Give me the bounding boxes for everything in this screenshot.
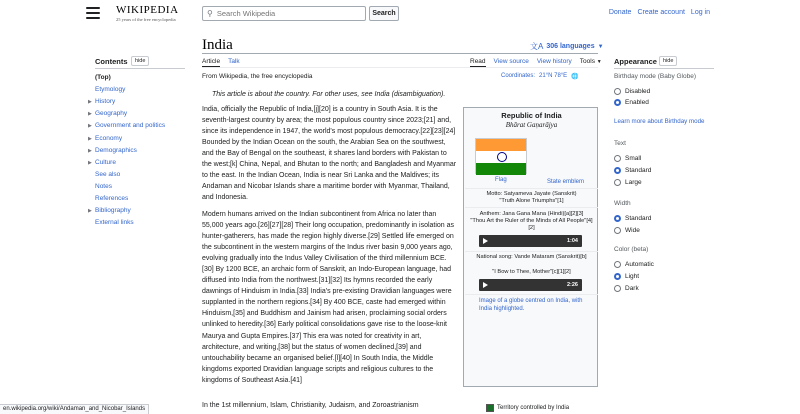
text-size-options (614, 155, 651, 191)
chevron-right-icon[interactable]: ▶ (88, 123, 92, 130)
toc-item[interactable] (88, 169, 188, 181)
tools-chevron-icon: ▼ (596, 59, 602, 65)
emblem-caption[interactable]: State emblem (547, 179, 585, 185)
radio-button-icon[interactable] (614, 88, 621, 95)
toc-item-label: Etymology (95, 86, 126, 94)
radio-button-icon[interactable] (614, 261, 621, 268)
color-mode-radio[interactable] (614, 273, 654, 280)
toc-item[interactable] (88, 84, 188, 96)
tools-label: Tools (579, 58, 595, 65)
toc-item[interactable] (88, 157, 188, 169)
text-size-radio[interactable] (614, 167, 651, 174)
tabs-divider (202, 67, 598, 68)
create-account-link[interactable]: Create account (637, 9, 685, 16)
toc-item[interactable] (88, 96, 188, 108)
toc-item-label: Government and politics (95, 122, 166, 130)
color-label: Color (beta) (614, 246, 649, 253)
radio-button-icon[interactable] (614, 155, 621, 162)
appearance-hide-button[interactable]: hide (659, 56, 677, 66)
song-duration: 2:26 (566, 282, 578, 288)
status-bar-url: en.wikipedia.org/wiki/Andaman_and_Nicobar_Islands (0, 404, 149, 414)
toc-item-label: Economy (95, 134, 123, 142)
birthday-mode-radio-label: Enabled (625, 99, 649, 106)
toc-list (88, 72, 188, 229)
tab-talk[interactable]: Talk (228, 58, 240, 65)
language-count: 306 languages (546, 43, 595, 50)
infobox-divider (465, 251, 598, 252)
text-size-radio-label: Large (625, 179, 642, 186)
radio-button-icon[interactable] (614, 99, 621, 106)
radio-button-icon[interactable] (614, 179, 621, 186)
view-tabs (470, 58, 602, 65)
song-translation: "I Bow to Thee, Mother"[c][1][2] (492, 269, 571, 275)
tab-read[interactable]: Read (470, 58, 486, 65)
anthem-translation: "Thou Art the Ruler of the Minds of All People"[4][2] (470, 218, 593, 232)
toc-item[interactable] (88, 205, 188, 217)
text-size-radio[interactable] (614, 179, 651, 186)
color-mode-radio[interactable] (614, 261, 654, 268)
intro-paragraph-3: In the 1st millennium, Islam, Christianity, Judaism, and Zoroastrianism (202, 402, 419, 409)
chevron-down-icon: ▼ (597, 43, 604, 50)
globe-icon[interactable]: 🌐 (571, 74, 579, 80)
chevron-right-icon[interactable]: ▶ (88, 147, 92, 154)
appearance-divider (614, 68, 714, 69)
map-alt-text[interactable]: Image of a globe centred on India, with India highlighted. (479, 298, 583, 312)
birthday-mode-options (614, 88, 650, 110)
user-links (609, 9, 710, 16)
toc-item[interactable] (88, 181, 188, 193)
toc-item[interactable] (88, 108, 188, 120)
radio-button-icon[interactable] (614, 215, 621, 222)
motto: Motto: Satyameva Jayate (Sanskrit) (486, 191, 577, 197)
tab-view-history[interactable]: View history (536, 58, 572, 65)
radio-button-icon[interactable] (614, 285, 621, 292)
anthem-audio-player[interactable] (479, 235, 582, 247)
india-flag[interactable] (475, 138, 527, 174)
search-button[interactable]: Search (369, 6, 399, 21)
logo-tagline: 25 years of the free encyclopedia (116, 17, 176, 22)
page-title: India (202, 37, 233, 53)
width-options (614, 215, 651, 239)
birthday-mode-radio-label: Disabled (625, 88, 651, 95)
search-field[interactable] (202, 6, 366, 21)
song-audio-player[interactable] (479, 279, 582, 291)
toc-item-label: See also (95, 170, 121, 178)
width-label: Width (614, 200, 631, 207)
radio-button-icon[interactable] (614, 167, 621, 174)
toc-item[interactable] (88, 193, 188, 205)
intro-paragraph-1: India, officially the Republic of India,[j][20] is a country in South Asia. It is the seventh-largest country by area; the most populous country since 2023;[21] and, since its independence in 1947, the world's most populous democracy.[22][23][24] Bounded by the Indian Ocean on the south, the Arabian Sea on the southwest, and the Bay of Bengal on the southeast, it shares land borders with Pakistan to the west;[k] China, Nepal, and Bhutan to the north; and Bangladesh and Myanmar to the east. In the Indian Ocean, India is near Sri Lanka and the Maldives; its Andaman and Nicobar Islands share a maritime border with Myanmar, Thailand, and Indonesia. (202, 106, 457, 202)
infobox-divider (465, 207, 598, 208)
color-mode-radio[interactable] (614, 285, 654, 292)
radio-button-icon[interactable] (614, 227, 621, 234)
toc-item[interactable] (88, 72, 188, 84)
national-song: National song: Vande Mataram (Sanskrit)[b] (476, 254, 587, 260)
search-icon: ⚲ (207, 9, 213, 18)
play-icon[interactable] (483, 282, 488, 288)
toc-item-label: History (95, 98, 116, 106)
legend-label: Territory controlled by India (497, 405, 570, 411)
color-mode-radio-label: Dark (625, 285, 639, 292)
ashoka-chakra-icon (497, 152, 507, 162)
flag-caption[interactable]: Flag (495, 177, 507, 183)
infobox (463, 107, 598, 411)
width-radio-label: Wide (625, 227, 640, 234)
learn-more-link[interactable]: Learn more about Birthday mode (614, 118, 705, 125)
toc-hide-button[interactable]: hide (131, 56, 149, 66)
chevron-right-icon[interactable]: ▶ (88, 111, 92, 118)
intro-paragraph-2: Modern humans arrived on the Indian subcontinent from Africa no later than 55,000 years ago.[26][27][28] Their long occupation, predominantly in isolation as hunter-gatherers, has made the region highly diverse.[29] Settled life emerged on the subcontinent in the western margins of the Indus river basin 9,000 years ago, evolving gradually into the Indus Valley Civilisation of the third millennium BCE.[30] By 1200 BCE, an archaic form of Sanskrit, an Indo-European language, had diffused into India from the northwest.[31][32] Its hymns recorded the early dawnings of Hinduism in India.[33] India's pre-existing Dravidian languages were supplanted in the northern regions.[34] By 400 BCE, caste had emerged within Hinduism,[35] and Buddhism and Jainism had arisen, proclaiming social orders unlinked to heredity.[36] Early political consolidations gave rise to the loose-knit Maurya and Gupta Empires.[37] This era was noted for creativity in art, architecture, and writing,[38] but the status of women declined,[39] and untouchability became an organised belief.[l][40] In South India, the Middle kingdoms exported Dravidian language scripts and religious cultures to the kingdoms of Southeast Asia.[41] (202, 211, 455, 384)
appearance-title: Appearance (614, 57, 657, 66)
anthem-duration: 1:04 (566, 238, 578, 244)
chevron-right-icon[interactable]: ▶ (88, 208, 92, 215)
coordinates-label[interactable]: Coordinates: (501, 73, 536, 79)
color-mode-radio-label: Light (625, 273, 640, 280)
namespace-tabs (202, 58, 240, 65)
infobox-divider (465, 188, 598, 189)
infobox-divider (465, 294, 598, 295)
text-size-radio-label: Standard (625, 167, 652, 174)
donate-link[interactable]: Donate (608, 9, 632, 16)
toc-item[interactable] (88, 217, 188, 229)
radio-button-icon[interactable] (614, 273, 621, 280)
text-size-label: Text (614, 140, 626, 147)
map-legend (486, 404, 569, 412)
tab-view-source[interactable]: View source (493, 58, 529, 65)
toc-item-label: Demographics (95, 146, 137, 154)
text-size-radio[interactable] (614, 155, 651, 162)
chevron-right-icon[interactable]: ▶ (88, 159, 92, 166)
birthday-mode-label: Birthday mode (Baby Globe) (614, 73, 697, 80)
toc-item-label: Culture (95, 158, 116, 166)
motto-translation: "Truth Alone Triumphs"[1] (499, 198, 564, 204)
width-radio[interactable] (614, 227, 651, 234)
language-button[interactable] (530, 41, 604, 52)
legend-swatch (486, 404, 494, 412)
tab-article[interactable]: Article (202, 58, 221, 65)
width-radio[interactable] (614, 215, 651, 222)
search-input[interactable] (217, 9, 357, 18)
color-options (614, 261, 654, 297)
title-divider (202, 53, 598, 54)
toc-divider (95, 68, 185, 69)
play-icon[interactable] (483, 238, 488, 244)
coordinates (501, 73, 579, 80)
width-radio-label: Standard (625, 215, 652, 222)
toc-item-label: (Top) (95, 74, 111, 82)
language-icon: 文A (530, 42, 544, 51)
toc-item[interactable] (88, 120, 188, 132)
color-mode-radio-label: Automatic (625, 261, 654, 268)
birthday-mode-radio[interactable] (614, 99, 650, 106)
infobox-native-name: Bhārat Gaṇarājya (505, 121, 558, 129)
toc-item-label: Geography (95, 110, 128, 118)
toc-item[interactable] (88, 145, 188, 157)
tab-tools[interactable] (580, 58, 602, 65)
main-menu-icon[interactable] (86, 7, 100, 19)
toc-item-label: External links (95, 219, 134, 227)
toc-title: Contents (95, 57, 128, 66)
infobox-title: Republic of India (501, 111, 562, 120)
coordinates-value[interactable]: 21°N 78°E (539, 73, 568, 79)
text-size-radio-label: Small (625, 155, 642, 162)
anthem: Anthem: Jana Gana Mana (Hindi)[a][2][3] (479, 211, 584, 217)
chevron-right-icon[interactable]: ▶ (88, 99, 92, 106)
site-subtitle: From Wikipedia, the free encyclopedia (202, 73, 313, 80)
toc-item-label: Bibliography (95, 207, 131, 215)
logo-wordmark: WIKIPEDIA (116, 4, 179, 16)
hatnote: This article is about the country. For other uses, see India (disambiguation). (212, 91, 446, 98)
wikipedia-logo[interactable] (112, 2, 192, 24)
log-in-link[interactable]: Log in (690, 9, 710, 16)
birthday-mode-radio[interactable] (614, 88, 650, 95)
toc-item-label: Notes (95, 182, 112, 190)
toc-item[interactable] (88, 132, 188, 144)
chevron-right-icon[interactable]: ▶ (88, 135, 92, 142)
toc-item-label: References (95, 194, 129, 202)
